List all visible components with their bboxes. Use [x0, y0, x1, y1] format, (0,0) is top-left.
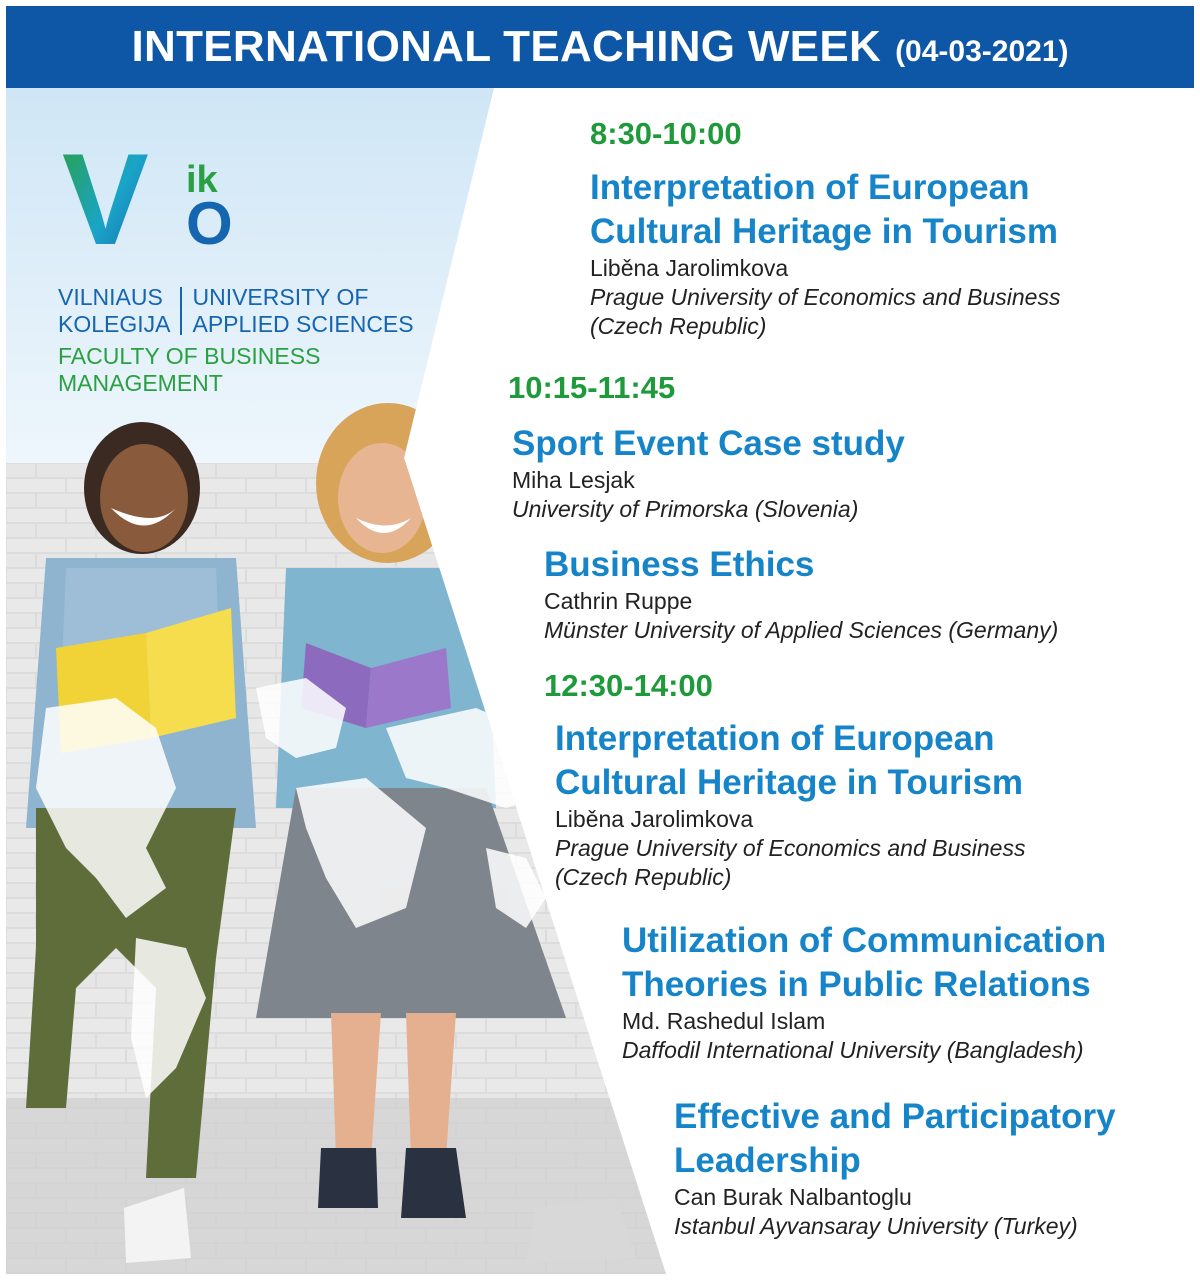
viko-logo — [56, 120, 286, 275]
faculty-line-2: MANAGEMENT — [58, 370, 223, 396]
speaker-institution-line-1: Prague University of Economics and Business — [590, 284, 1061, 310]
speaker-name: Can Burak Nalbantoglu — [674, 1184, 912, 1210]
time-label: 8:30-10:00 — [590, 116, 742, 151]
time-label: 10:15-11:45 — [508, 370, 676, 405]
faculty-line-1: FACULTY OF BUSINESS — [58, 343, 321, 369]
session-6 — [674, 1095, 1116, 1241]
logo-letters-ik: ik — [186, 159, 218, 201]
session-time-2 — [508, 370, 675, 406]
time-label: 12:30-14:00 — [544, 668, 713, 703]
speaker-institution-line-1: University of Primorska (Slovenia) — [512, 496, 859, 522]
session-title-line-1: Interpretation of European — [555, 719, 995, 758]
logo-letter-v: V — [62, 126, 149, 270]
viko-logo-mark — [56, 120, 286, 270]
org-right-line-2: APPLIED SCIENCES — [192, 311, 414, 337]
speaker-name: Miha Lesjak — [512, 467, 635, 493]
org-left-line-2: KOLEGIJA — [58, 311, 171, 337]
speaker-name: Md. Rashedul Islam — [622, 1008, 826, 1034]
org-left-line-1: VILNIAUS — [58, 284, 163, 310]
session-time-3 — [544, 668, 713, 704]
speaker-institution-line-2: (Czech Republic) — [555, 864, 732, 890]
session-title-line-1: Business Ethics — [544, 545, 815, 584]
poster-title: INTERNATIONAL TEACHING WEEK — [131, 22, 882, 71]
session-title-line-2: Theories in Public Relations — [622, 965, 1091, 1004]
speaker-institution-line-2: (Czech Republic) — [590, 313, 767, 339]
session-title-line-2: Leadership — [674, 1141, 861, 1180]
header-banner — [6, 6, 1194, 88]
logo-letter-o: O — [186, 190, 233, 257]
speaker-institution-line-1: Münster University of Applied Sciences (Germany) — [544, 617, 1059, 643]
speaker-institution-line-1: Prague University of Economics and Business — [555, 835, 1026, 861]
session-title-line-1: Sport Event Case study — [512, 424, 905, 463]
session-5 — [622, 919, 1106, 1065]
session-3 — [544, 543, 1058, 645]
speaker-institution-line-1: Daffodil International University (Bangladesh) — [622, 1037, 1084, 1063]
session-1 — [590, 166, 1060, 341]
session-title-line-1: Effective and Participatory — [674, 1097, 1116, 1136]
speaker-name: Liběna Jarolimkova — [590, 255, 789, 281]
event-date: (04-03-2021) — [895, 35, 1069, 68]
speaker-institution-line-1: Istanbul Ayvansaray University (Turkey) — [674, 1213, 1078, 1239]
institution-name — [58, 284, 438, 397]
session-title-line-1: Interpretation of European — [590, 168, 1030, 207]
speaker-name: Liběna Jarolimkova — [555, 806, 754, 832]
session-time-1 — [590, 116, 742, 152]
speaker-name: Cathrin Ruppe — [544, 588, 693, 614]
session-title-line-2: Cultural Heritage in Tourism — [590, 212, 1059, 251]
org-right-line-1: UNIVERSITY OF — [192, 284, 369, 310]
session-2 — [512, 422, 905, 524]
session-title-line-1: Utilization of Communication — [622, 921, 1107, 960]
org-divider — [180, 287, 182, 335]
session-4 — [555, 717, 1025, 892]
session-title-line-2: Cultural Heritage in Tourism — [555, 763, 1024, 802]
